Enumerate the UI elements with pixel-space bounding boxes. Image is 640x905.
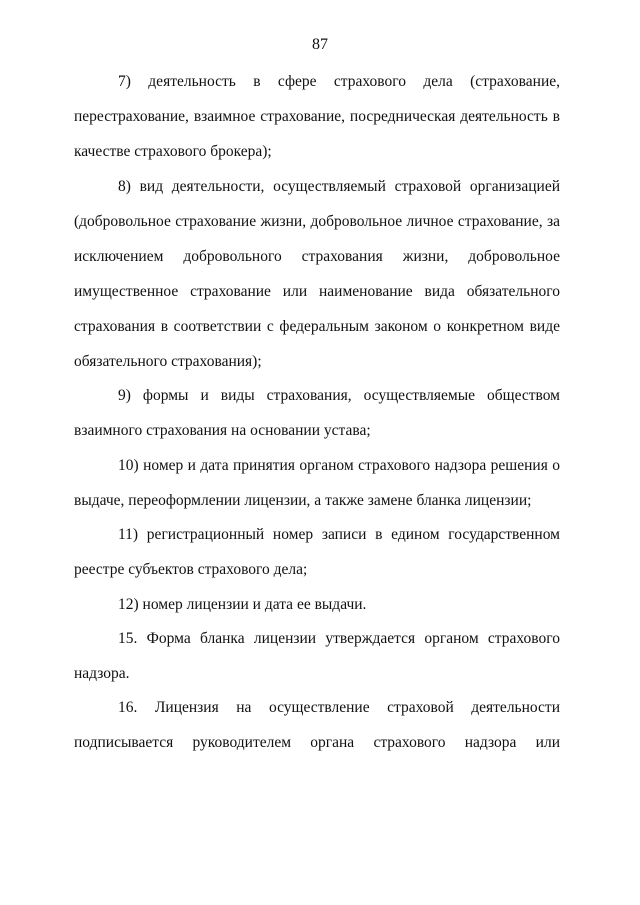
paragraph-item-12	[74, 587, 560, 622]
section-16	[74, 690, 560, 760]
text-line: исключением добровольного страхования жизни, добровольное	[74, 248, 560, 265]
text-line: имущественное страхование или наименование вида обязательного	[74, 283, 560, 300]
text-line: выдаче, переоформлении лицензии, а также замене бланка лицензии;	[74, 492, 532, 509]
paragraph-item-9	[74, 378, 560, 448]
text-line: 8) вид деятельности, осуществляемый страховой организацией	[118, 178, 560, 195]
text-line: перестрахование, взаимное страхование, посредническая деятельность в	[74, 108, 560, 125]
section-15	[74, 621, 560, 691]
text-line: 11) регистрационный номер записи в едином государственном	[118, 526, 560, 543]
text-line: 10) номер и дата принятия органом страхового надзора решения о	[118, 457, 560, 474]
text-line: 16. Лицензия на осуществление страховой деятельности	[118, 699, 560, 716]
text-line: 15. Форма бланка лицензии утверждается органом страхового	[118, 630, 560, 647]
text-line: подписывается руководителем органа страхового надзора или	[74, 734, 560, 751]
text-line: обязательного страхования);	[74, 353, 262, 370]
text-line: реестре субъектов страхового дела;	[74, 561, 308, 578]
paragraph-item-8	[74, 169, 560, 379]
text-line: надзора.	[74, 665, 130, 682]
text-line: 7) деятельность в сфере страхового дела (страхование,	[118, 73, 560, 90]
paragraph-item-7	[74, 64, 560, 169]
text-line: взаимного страхования на основании устава;	[74, 422, 371, 439]
text-line: 12) номер лицензии и дата ее выдачи.	[118, 596, 367, 613]
text-line: 9) формы и виды страхования, осуществляемые обществом	[118, 387, 560, 404]
page-number: 87	[312, 36, 328, 53]
paragraph-item-11	[74, 517, 560, 587]
paragraph-item-10	[74, 448, 560, 518]
text-line: качестве страхового брокера);	[74, 143, 272, 160]
text-line: страхования в соответствии с федеральным законом о конкретном виде	[74, 318, 560, 335]
text-line: (добровольное страхование жизни, добровольное личное страхование, за	[74, 213, 560, 230]
